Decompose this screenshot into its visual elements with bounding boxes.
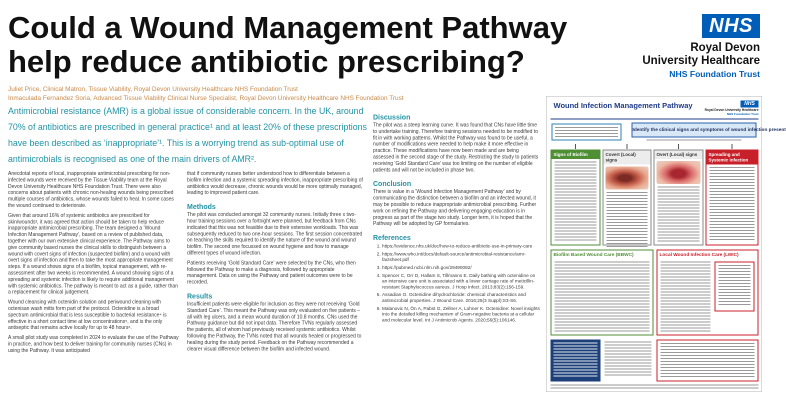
reference-item: 5. Assadian O. Octenidine dihydrochloride: chemical characteristics and antimicrobial properties. J Wound Care. 2016;25(3 Suppl):S3-S6. [382, 292, 540, 304]
author-list [8, 85, 404, 103]
methods-heading: Methods [187, 202, 216, 211]
covert-signs-header: Covert (Local) signs [604, 151, 651, 165]
nhs-logo-badge: NHS [702, 14, 760, 38]
spreading-infection-text-lines [710, 167, 755, 242]
local-infection-care-header: Local Wound Infection Care (LWIC) [659, 252, 739, 258]
reference-list [373, 243, 540, 323]
results-paragraph: Insufficient patients were eligible for inclusion as they were not receiving ‘Gold Standard Care’. This meant the Pathway was only evaluated on five patients – all with leg ulcers, and a mean wound duration of 10.8 months. CNs used the Pathway guidance but did not input data. Therefore TVNs regularly assessed the patients, all of whom had previously received systemic antibiotics. Whilst following the Pathway, the TVNs noted that all wounds healed or progressed to healing during the study period. Feedback on the Pathway recommended a clearer visual difference between the biofilm and infected wound. [187, 301, 362, 352]
body-paragraph: A small pilot study was completed in 2024 to evaluate the use of the Pathway in practice, and how best to deliver training for community nurses (CNs) in using the Pathway. It was anticipated [8, 335, 179, 354]
review-note-box [603, 340, 654, 382]
biofilm-signs-header: Signs of Biofilm [552, 151, 600, 160]
pathway-logo-org: Royal Devon University Healthcare [704, 108, 759, 112]
poster-title-line-2: help reduce antibiotic prescribing? [8, 44, 525, 79]
trust-name-line-1: Royal Devon [690, 42, 760, 54]
arrow-down-icon [678, 144, 679, 149]
assessment-box [552, 124, 622, 141]
systemic-care-box [715, 262, 755, 312]
intro-statement: Antimicrobial resistance (AMR) is a global issue of considerable concern. In the UK, around 70% of antibiotics are prescribed in general practice¹ and at least 20% of these prescriptions have been described as ‘inappropriate’¹. This is a worrying trend as sub-optimal use of antimicrobials is recognised as one of the main drivers of AMR². [8, 106, 367, 164]
body-paragraph: Anecdotal reports of local, inappropriate antimicrobial prescribing for non-infected wounds were received by the Tissue Viability team at the Royal Devon University Healthcare NHS Foundation Trust. There were also concerns about patients with chronic non-healing wounds being prescribed multiple courses of antibiotics, whose wounds failed to heal. In some cases the wound continued to deteriorate. [8, 171, 174, 209]
arrow-down-icon [732, 144, 733, 149]
poster-title-line-1: Could a Wound Management Pathway [8, 10, 568, 45]
body-paragraph: that if community nurses better understood how to differentiate between a biofilm infection and a systemic spreading infection, inappropriate prescribing of antibiotics would decrease, chronic wounds would be more optimally managed, leading to improved patient care. [187, 171, 363, 196]
conclusion-heading: Conclusion [373, 179, 412, 188]
covert-signs-box [603, 150, 652, 246]
wound-photo [606, 167, 649, 190]
biofilm-care-text-lines [555, 262, 650, 332]
identify-note-lines [647, 140, 742, 143]
biofilm-signs-box [551, 150, 601, 246]
reassess-text-lines [554, 343, 598, 378]
reassess-box [551, 340, 601, 382]
assessment-text-lines [555, 127, 618, 137]
reference-item: 3. https://pubmed.ncbi.nlm.nih.gov/29490082/ [382, 264, 540, 270]
biofilm-care-box [551, 250, 654, 336]
author-2: Inmaculada Fernandez Soria, Advanced Tissue Viability Clinical Nurse Specialist, Royal Devon University Healthcare NHS Foundation Trust [8, 95, 404, 102]
wound-photo [657, 161, 701, 184]
arrow-down-icon [575, 144, 576, 149]
reference-item: 1. https://evidence.nhs.uk/doc/how-to-reduce-antibiotic-use-in-primary-care [382, 243, 540, 249]
spreading-infection-header: Spreading and Systemic Infection [707, 151, 758, 165]
overt-signs-box [654, 150, 704, 246]
right-column [373, 113, 540, 393]
trust-logo-text [620, 42, 760, 81]
pathway-figure [546, 96, 786, 392]
reference-item: 4. Spencer C, Orr D, Hallam S, Tillmanns E. Daily bathing with octenidine on an intensive care unit is associated with a lower carriage rate of meticillin-resistant Staphylococcus aureus. J Hosp Infect. 2013;83(2):156-159. [382, 272, 540, 289]
left-column [8, 171, 180, 401]
pathway-title: Wound Infection Management Pathway [553, 101, 693, 110]
trust-subtitle: NHS Foundation Trust [669, 69, 760, 79]
trust-name-line-2: University Healthcare [642, 55, 760, 67]
conclusion-paragraph: There is value in a ‘Wound Infection Management Pathway’ and by communicating the distinction between a biofilm and an infected wound, it may be possible to reduce inappropriate antimicrobial prescribing. Further work on refining the Pathway and delivering engaging education is in progress as part of the stage two study. Longer term, it is hoped that the Pathway will be adopted by GP formularies. [373, 189, 537, 227]
spreading-infection-box [706, 150, 759, 246]
overt-signs-header: Overt (Local) signs [655, 151, 703, 160]
pathway-divider [551, 119, 759, 120]
systemic-care-text-lines [719, 265, 751, 307]
poster-title [8, 11, 567, 79]
author-1: Juliet Price, Clinical Matron, Tissue Viability, Royal Devon University Healthcare NHS Foundation Trust [8, 86, 298, 93]
pathway-nhs-badge: NHS [741, 101, 759, 108]
escalation-note-box [657, 340, 759, 382]
biofilm-care-header: Biofilm Based Wound Care (BBWC) [553, 252, 634, 258]
methods-paragraph: Patients receiving ‘Gold Standard Care’ were selected by the CNs, who then followed the Pathway to make a diagnosis, followed by appropriate management. Data on using the Pathway and patient outcomes were to be recorded. [187, 260, 356, 286]
local-infection-care-text-lines [661, 262, 711, 332]
covert-signs-text-lines [607, 192, 648, 247]
pathway-logo-trust: NHS Foundation Trust [726, 113, 759, 116]
middle-column [187, 171, 363, 401]
discussion-heading: Discussion [373, 113, 411, 121]
overt-signs-text-lines [658, 187, 700, 242]
discussion-paragraph: The pilot was a steep learning curve. It was found that CNs have little time to undertake training. Therefore training sessions needed to be modified to fit in with working patterns. Whilst the Pathway was found to be useful, a number of modifications were needed to help make it more effective in practice. These modifications have now been made and are being assessed in the second stage of the study. Restricting the study to patients receiving ‘Gold Standard Care’ was too limiting on the number of eligible patients and will not be included in phase two. [373, 122, 539, 173]
identify-signs-box: Identify the clinical signs and symptoms of wound infection present [632, 123, 757, 138]
reference-item: 6. Malanovic N, Ön A, Pabst G, Zellner A, Lohner K. Octenidine: Novel insights into the detailed killing mechanism of Gram-negative bacteria at a cellular and molecular level. Int J Antimicrob Agents. 2020;56(5):106146. [382, 305, 540, 322]
references-heading: References [373, 233, 411, 242]
pathway-sheet [546, 96, 786, 392]
escalation-note-text-lines [661, 343, 755, 378]
body-paragraph: Given that around 16% of systemic antibiotics are prescribed for skin/wounds³, it was agreed that action should be taken to help reduce inappropriate antimicrobial prescribing. The team designed a ‘Wound Infection Management Pathway’, based on a review of published data, together with our own extensive clinical experience. The Pathway aims to give community based nurses the clinical skills to distinguish between a wound with covert signs of infection (suspected biofilm) and a wound with overt signs of infection and then to take the most appropriate management steps. If a wound shows signs of a biofilm, topical management, with re-assessment after two weeks is recommended. A wound showing signs of a spreading and systemic infection is likely to require additional management with systemic antibiotics. The pathway is meant to act as a guide, rather than a replacement for clinical judgement. [8, 212, 178, 296]
local-infection-care-box [657, 250, 759, 336]
arrow-down-icon [627, 144, 628, 149]
methods-paragraph: The pilot was conducted amongst 32 community nurses. Initially three x two-hour training sessions over a fortnight were planned, but feedback from CNs indicated that this was not feasible due to their extensive workloads. This was subsequently reduced to two one-hour sessions. The first session concentrated on teaching the skills required to identify the nature of the wound and wound biofilm. The second one focussed on wound hygiene and how to manage different types of wound infection. [187, 212, 363, 256]
results-heading: Results [187, 291, 213, 300]
body-paragraph: Wound cleansing with octenidin solution and periwound cleaning with octenisan wash mitts form part of the protocol. Octenidine is a broad spectrum antimicrobial that is less susceptible to bacterial resistance⁴ is effective in a short contact time at low concentrations⁵, and is the only antiseptic that remains active locally for up to 48 hours⁶. [8, 299, 167, 331]
pathway-footer-lines [551, 385, 759, 390]
review-note-text-lines [605, 342, 652, 378]
biofilm-signs-text-lines [555, 162, 597, 242]
reference-item: 2. https://www.who.int/docs/default-source/antimicrobial-resistance/amr-factsheet.pdf [382, 251, 540, 263]
